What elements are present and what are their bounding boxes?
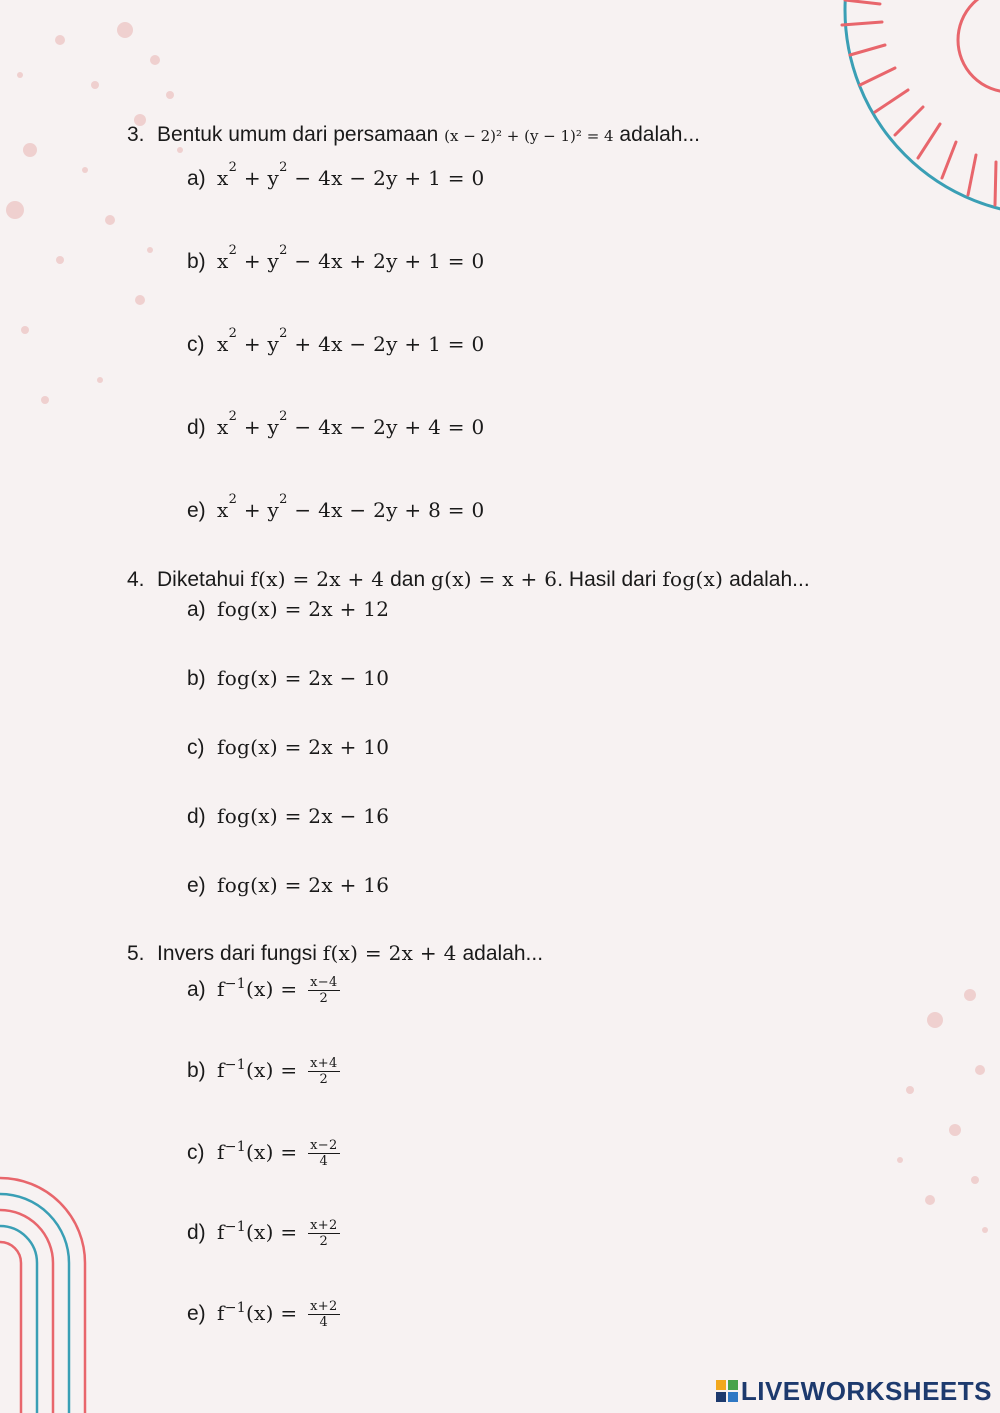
equation-part: (x) = [245, 1301, 305, 1325]
fraction-numerator: x−2 [310, 1138, 338, 1153]
equation-part: (x) = [245, 1140, 305, 1164]
inverse-exponent: −1 [224, 1300, 246, 1316]
option-equation [217, 243, 485, 273]
equation-part: x [217, 498, 229, 522]
equation-part: (x) = [245, 1220, 305, 1244]
function-fog: fog(x) [662, 567, 724, 591]
exponent: 2 [228, 409, 238, 424]
equation-part: (x) = [245, 977, 305, 1001]
function-name: f [217, 977, 225, 1001]
question-number: 5. [127, 942, 145, 965]
rainbow-decoration [0, 1170, 95, 1413]
answer-option[interactable] [187, 870, 389, 901]
fraction [308, 1218, 339, 1249]
answer-option[interactable] [187, 974, 340, 1007]
answer-option[interactable] [187, 1217, 340, 1250]
equation-part: (x) = [245, 1058, 305, 1082]
option-label: d) [187, 416, 206, 439]
option-label: a) [187, 598, 206, 621]
question-5-stem [127, 938, 543, 969]
answer-option[interactable] [187, 1055, 340, 1088]
question-text: adalah... [729, 568, 810, 591]
fraction [308, 1299, 339, 1330]
option-label: e) [187, 874, 206, 897]
fraction-denominator: 4 [319, 1315, 329, 1330]
answer-option[interactable] [187, 160, 485, 197]
fraction-numerator: x+2 [310, 1299, 338, 1314]
inverse-exponent: −1 [224, 1219, 246, 1235]
equation-part: x [217, 166, 229, 190]
option-label: c) [187, 736, 205, 759]
question-text: adalah... [462, 942, 544, 965]
answer-option[interactable] [187, 663, 389, 694]
option-label: a) [187, 167, 206, 190]
answer-option[interactable] [187, 732, 389, 763]
exponent: 2 [228, 243, 238, 258]
option-equation [217, 1056, 340, 1087]
fraction [308, 975, 339, 1006]
question-text: Diketahui [157, 568, 245, 591]
exponent: 2 [279, 243, 288, 258]
option-label: e) [187, 1302, 206, 1325]
function-name: f [217, 1140, 225, 1164]
answer-option[interactable] [187, 409, 485, 446]
exponent: 2 [279, 326, 288, 341]
equation-part: + y [237, 332, 280, 356]
option-equation: fog(x) = 2x + 10 [217, 735, 390, 759]
splatter-decoration-right [880, 960, 1000, 1260]
option-equation: fog(x) = 2x + 16 [217, 873, 390, 897]
splatter-decoration-top-left [0, 0, 200, 420]
inverse-exponent: −1 [224, 976, 246, 992]
option-equation [217, 492, 485, 522]
option-label: d) [187, 805, 206, 828]
option-label: c) [187, 1141, 205, 1164]
inverse-exponent: −1 [224, 1057, 246, 1073]
option-label: b) [187, 1059, 206, 1082]
question-number: 3. [127, 123, 145, 146]
option-equation [217, 409, 485, 439]
equation-part: + y [237, 498, 280, 522]
option-label: d) [187, 1221, 206, 1244]
option-equation: fog(x) = 2x + 12 [217, 597, 390, 621]
equation-part: + y [237, 249, 280, 273]
answer-option[interactable] [187, 594, 389, 625]
equation-part: − 4x + 2y + 1 = 0 [287, 249, 485, 273]
fraction-denominator: 4 [319, 1154, 329, 1169]
equation-part: − 4x − 2y + 1 = 0 [287, 166, 485, 190]
equation-part: x [217, 332, 229, 356]
equation-part: + y [237, 415, 280, 439]
option-equation [217, 1218, 340, 1249]
option-equation: fog(x) = 2x − 10 [217, 666, 390, 690]
function-name: f [217, 1220, 225, 1244]
exponent: 2 [279, 492, 288, 507]
question-number: 4. [127, 568, 145, 591]
option-equation [217, 1299, 340, 1330]
equation-part: − 4x − 2y + 4 = 0 [287, 415, 485, 439]
answer-option[interactable] [187, 801, 389, 832]
brand-name: LIVEWORKSHEETS [740, 1376, 992, 1406]
answer-option[interactable] [187, 492, 485, 529]
function-f: f(x) = 2x + 4 [250, 567, 385, 591]
exponent: 2 [279, 409, 288, 424]
option-label: a) [187, 978, 206, 1001]
option-label: b) [187, 667, 206, 690]
liveworksheets-brand [716, 1376, 992, 1407]
option-equation [217, 160, 485, 190]
exponent: 2 [228, 326, 238, 341]
fraction [308, 1056, 339, 1087]
function-g: g(x) = x + 6 [431, 567, 558, 591]
function-f: f(x) = 2x + 4 [322, 941, 457, 965]
question-text: . Hasil dari [557, 568, 657, 591]
answer-option[interactable] [187, 1137, 340, 1170]
option-equation: fog(x) = 2x − 16 [217, 804, 390, 828]
question-3-stem [127, 120, 700, 151]
question-text: dan [390, 568, 426, 591]
function-name: f [217, 1301, 225, 1325]
fraction-numerator: x+2 [310, 1218, 338, 1233]
exponent: 2 [228, 492, 238, 507]
question-4-stem [127, 564, 810, 595]
option-equation [217, 975, 340, 1006]
option-label: c) [187, 333, 205, 356]
question-text: Invers dari fungsi [157, 942, 317, 965]
fraction-denominator: 2 [319, 1072, 329, 1087]
equation-part: x [217, 249, 229, 273]
question-text: Bentuk umum dari persamaan [157, 123, 439, 146]
option-label: e) [187, 499, 206, 522]
fraction-numerator: x−4 [310, 975, 338, 990]
liveworksheets-logo-icon [716, 1380, 738, 1402]
equation-part: + y [237, 166, 280, 190]
equation-part: x [217, 415, 229, 439]
fraction-numerator: x+4 [310, 1056, 338, 1071]
sun-decoration [830, 0, 1000, 215]
question-text: adalah... [619, 123, 700, 146]
answer-option[interactable] [187, 1298, 340, 1331]
option-equation [217, 1138, 340, 1169]
option-label: b) [187, 250, 206, 273]
answer-option[interactable] [187, 326, 485, 363]
fraction [308, 1138, 339, 1169]
exponent: 2 [228, 160, 238, 175]
function-name: f [217, 1058, 225, 1082]
equation-part: + 4x − 2y + 1 = 0 [287, 332, 485, 356]
fraction-denominator: 2 [319, 991, 329, 1006]
inverse-exponent: −1 [224, 1139, 246, 1155]
fraction-denominator: 2 [319, 1234, 329, 1249]
option-equation [217, 326, 485, 356]
question-equation: (x − 2)² + (y − 1)² = 4 [444, 127, 614, 145]
exponent: 2 [279, 160, 288, 175]
equation-part: − 4x − 2y + 8 = 0 [287, 498, 485, 522]
answer-option[interactable] [187, 243, 485, 280]
